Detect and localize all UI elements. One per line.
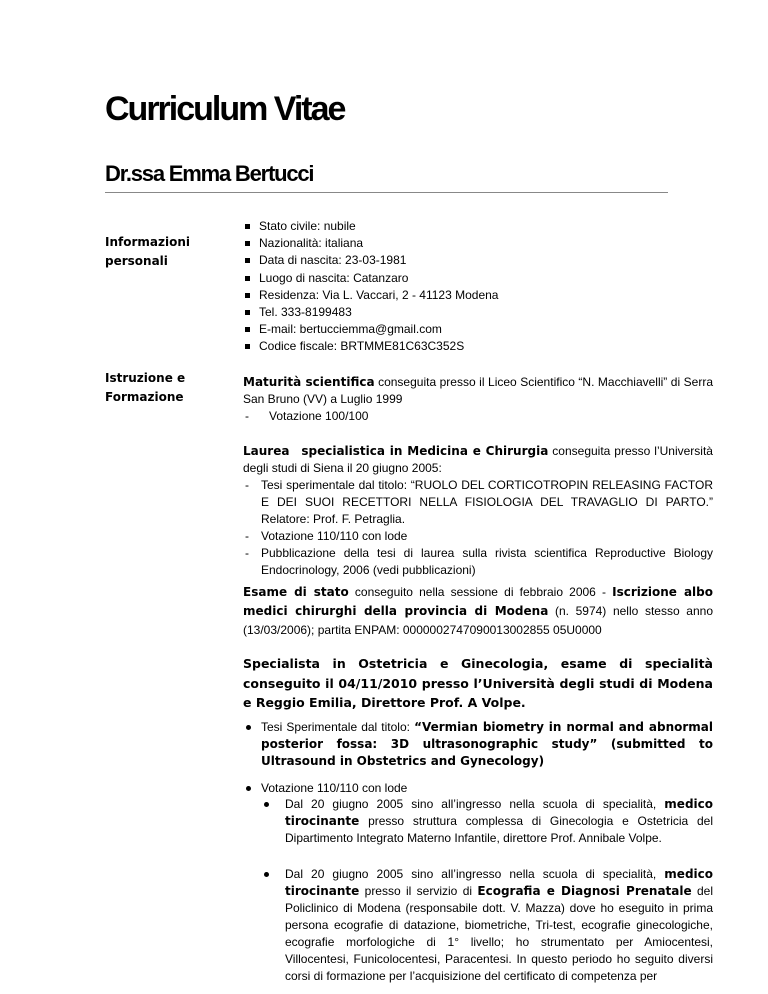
list-item: - Tesi sperimentale dal titolo: “RUOLO DEL CORTICOTROPIN RELEASING FACTOR E DEI SUOI RECETTORI NELLA FISIOLOGIA DEL TRAVAGLIO DI PARTO.” Relatore: Prof. F. Petraglia. bbox=[243, 477, 713, 528]
list-item: Nazionalità: italiana bbox=[243, 235, 713, 252]
header-divider bbox=[105, 192, 668, 193]
experience-section bbox=[243, 796, 713, 985]
list-item: E-mail: bertucciemma@gmail.com bbox=[243, 321, 713, 338]
esame-entry: Esame di stato conseguito nella sessione di febbraio 2006 - Iscrizione albo medici chirurghi della provincia di Modena (n. 5974) nello stesso anno (13/03/2006); partita ENPAM: 0000002747090013002855 05U0000 bbox=[243, 585, 713, 637]
section-label-personal: Informazioni personali bbox=[105, 235, 190, 268]
list-item: Stato civile: nubile bbox=[243, 218, 713, 235]
list-item: Tesi Sperimentale dal titolo: “Vermian biometry in normal and abnormal posterior fossa: 3D ultrasonographic study” (submitted to Ultrasound in Obstetrics and Gynecology) bbox=[243, 719, 713, 770]
list-item: Tel. 333-8199483 bbox=[243, 304, 713, 321]
list-item: Dal 20 giugno 2005 sino all’ingresso nella scuola di specialità, medico tirocinante presso struttura complessa di Ginecologia e Ostetricia del Dipartimento Integrato Materno Infantile, direttore Prof. Annibale Volpe. bbox=[243, 796, 713, 847]
laurea-details bbox=[243, 477, 713, 579]
list-item: - Pubblicazione della tesi di laurea sulla rivista scientifica Reproductive Biology Endocrinology, 2006 (vedi pubblicazioni) bbox=[243, 545, 713, 579]
list-item: - Votazione 110/110 con lode bbox=[243, 528, 713, 545]
laurea-entry: Laurea specialistica in Medicina e Chirurgia conseguita presso l’Università degli studi di Siena il 20 giugno 2005: - Tesi sperimentale dal titolo: “RUOLO DEL CORTICOTROPIN RELEASING FACTOR E DEI SUOI RECETTORI NELLA FISIOLOGIA DEL TRAVAGLIO DI PARTO.” Relatore: Prof. F. Petraglia. - Votazione 110/110 con lode - Pubblicazione della tesi di laurea sulla rivista scientifica Reproductive Biology Endocrinology, 2006 (vedi pubblicazioni) bbox=[243, 443, 713, 579]
list-item: Codice fiscale: BRTMME81C63C352S bbox=[243, 338, 713, 355]
specialista-heading: Specialista in Ostetricia e Ginecologia, esame di specialità conseguito il 04/11/2010 presso l’Università degli studi di Modena e Reggio Emilia, Direttore Prof. A Volpe. bbox=[243, 656, 713, 710]
list-item: - Votazione 100/100 bbox=[243, 408, 713, 425]
maturita-entry: Maturità scientifica conseguita presso il Liceo Scientifico “N. Macchiavelli” di Serra San Bruno (VV) a Luglio 1999 - Votazione 100/100 bbox=[243, 374, 713, 425]
personal-info-list bbox=[243, 218, 713, 356]
person-name: Dr.ssa Emma Bertucci bbox=[105, 161, 314, 186]
specialista-entry bbox=[243, 654, 713, 807]
list-item: Residenza: Via L. Vaccari, 2 - 41123 Modena bbox=[243, 287, 713, 304]
list-item: Data di nascita: 23-03-1981 bbox=[243, 252, 713, 269]
list-item: Votazione 110/110 con lode bbox=[243, 780, 713, 797]
list-item: Luogo di nascita: Catanzaro bbox=[243, 270, 713, 287]
section-label-education: Istruzione e Formazione bbox=[105, 371, 186, 404]
list-item: Dal 20 giugno 2005 sino all’ingresso nella scuola di specialità, medico tirocinante presso il servizio di Ecografia e Diagnosi Prenatale del Policlinico di Modena (responsabile dott. V. Mazza) dove ho eseguito in prima persona ecografie di datazione, biometriche, Tri-test, ecografie ginecologiche, ecografie morfologiche di 1° livello; ho strumentato per Amiocentesi, Villocentesi, Funicolocentesi, Paracentesi. In questo periodo ho seguito diversi corsi di formazione per l’acquisizione del certificato di competenza per bbox=[243, 866, 713, 985]
page-title: Curriculum Vitae bbox=[105, 90, 345, 128]
personal-info-section bbox=[243, 218, 713, 356]
